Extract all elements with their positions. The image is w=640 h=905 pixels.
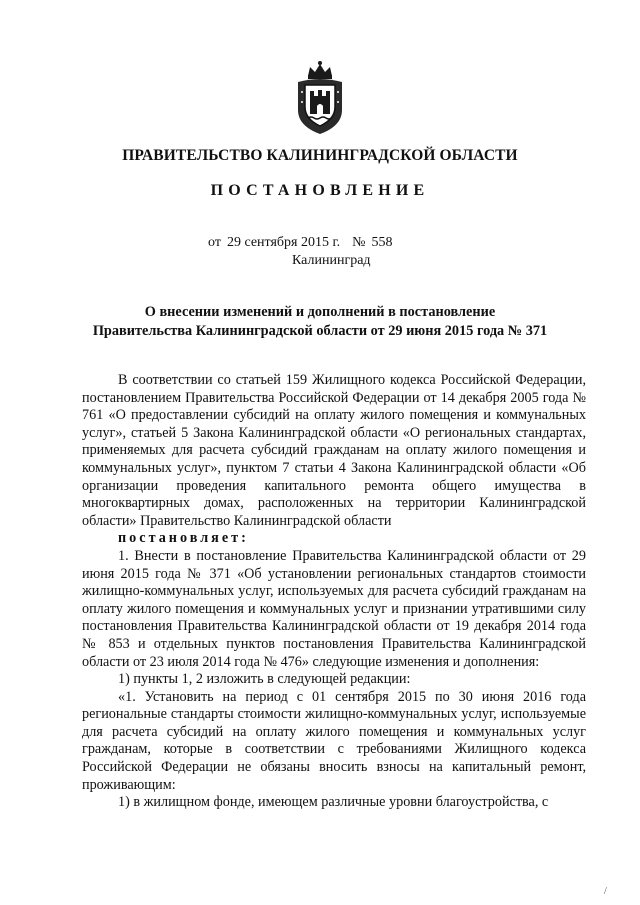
- document-title: [0, 303, 640, 341]
- document-number: 558: [371, 235, 393, 250]
- date-prefix: от: [208, 235, 221, 250]
- body-paragraph-4: 1) в жилищном фонде, имеющем различные уровни благоустройства, с: [118, 794, 549, 811]
- organization-header: ПРАВИТЕЛЬСТВО КАЛИНИНГРАДСКОЙ ОБЛАСТИ: [122, 147, 518, 164]
- body-paragraph-1: 1. Внести в постановление Правительства Калининградской области от 29 июня 2015 года № 371 «Об установлении региональных стандартов стоимости жилищно-коммунальных услуг, используемых для расчета субсидий гражданам на оплату жилого помещения и коммунальных услуг и признании утратившими силу постановления Правительства Калининградской области от 19 декабря 2014 года № 853 и отдельных пунктов постановления Правительства Калининградской области от 23 июля 2014 года № 476» следующие изменения и дополнения:: [82, 547, 586, 670]
- body-paragraph-2: 1) пункты 1, 2 изложить в следующей редакции:: [118, 671, 411, 688]
- preamble-paragraph: В соответствии со статьей 159 Жилищного кодекса Российской Федерации, постановлением Правительства Российской Федерации от 14 декабря 2005 года № 761 «О предоставлении субсидий на оплату жилого помещения и коммунальных услуг», статьей 5 Закона Калининградской области «О региональных стандартах, применяемых для расчета субсидий гражданам на оплату жилого помещения и коммунальных услуг», пунктом 7 статьи 4 Закона Калининградской области «Об организации проведения капитального ремонта общего имущества в многоквартирных домах, расположенных на территории Калининградской области» Правительство Калининградской области: [82, 372, 586, 529]
- page-mark: /: [604, 886, 607, 897]
- title-line-1: О внесении изменений и дополнений в постановление: [144, 304, 496, 320]
- date-number-line: [208, 235, 393, 251]
- document-type: ПОСТАНОВЛЕНИЕ: [210, 182, 430, 199]
- decree-word: постановляет:: [118, 530, 249, 547]
- title-line-2: Правительства Калининградской области от 29 июня 2015 года № 371: [92, 323, 548, 339]
- coat-of-arms-icon: [294, 60, 346, 136]
- document-date: 29 сентября 2015 г.: [226, 235, 341, 250]
- document-city: Калининград: [292, 253, 371, 268]
- body-paragraph-3: «1. Установить на период с 01 сентября 2015 по 30 июня 2016 года региональные стандарты стоимости жилищно-коммунальных услуг, используемые для расчета субсидий на оплату жилого помещения и коммунальных услуг гражданам, которые в соответствии с требованиями Жилищного кодекса Российской Федерации не обязаны вносить взносы на капитальный ремонт, проживающим:: [82, 688, 586, 793]
- document-body: [82, 372, 586, 812]
- number-sign: №: [352, 235, 366, 250]
